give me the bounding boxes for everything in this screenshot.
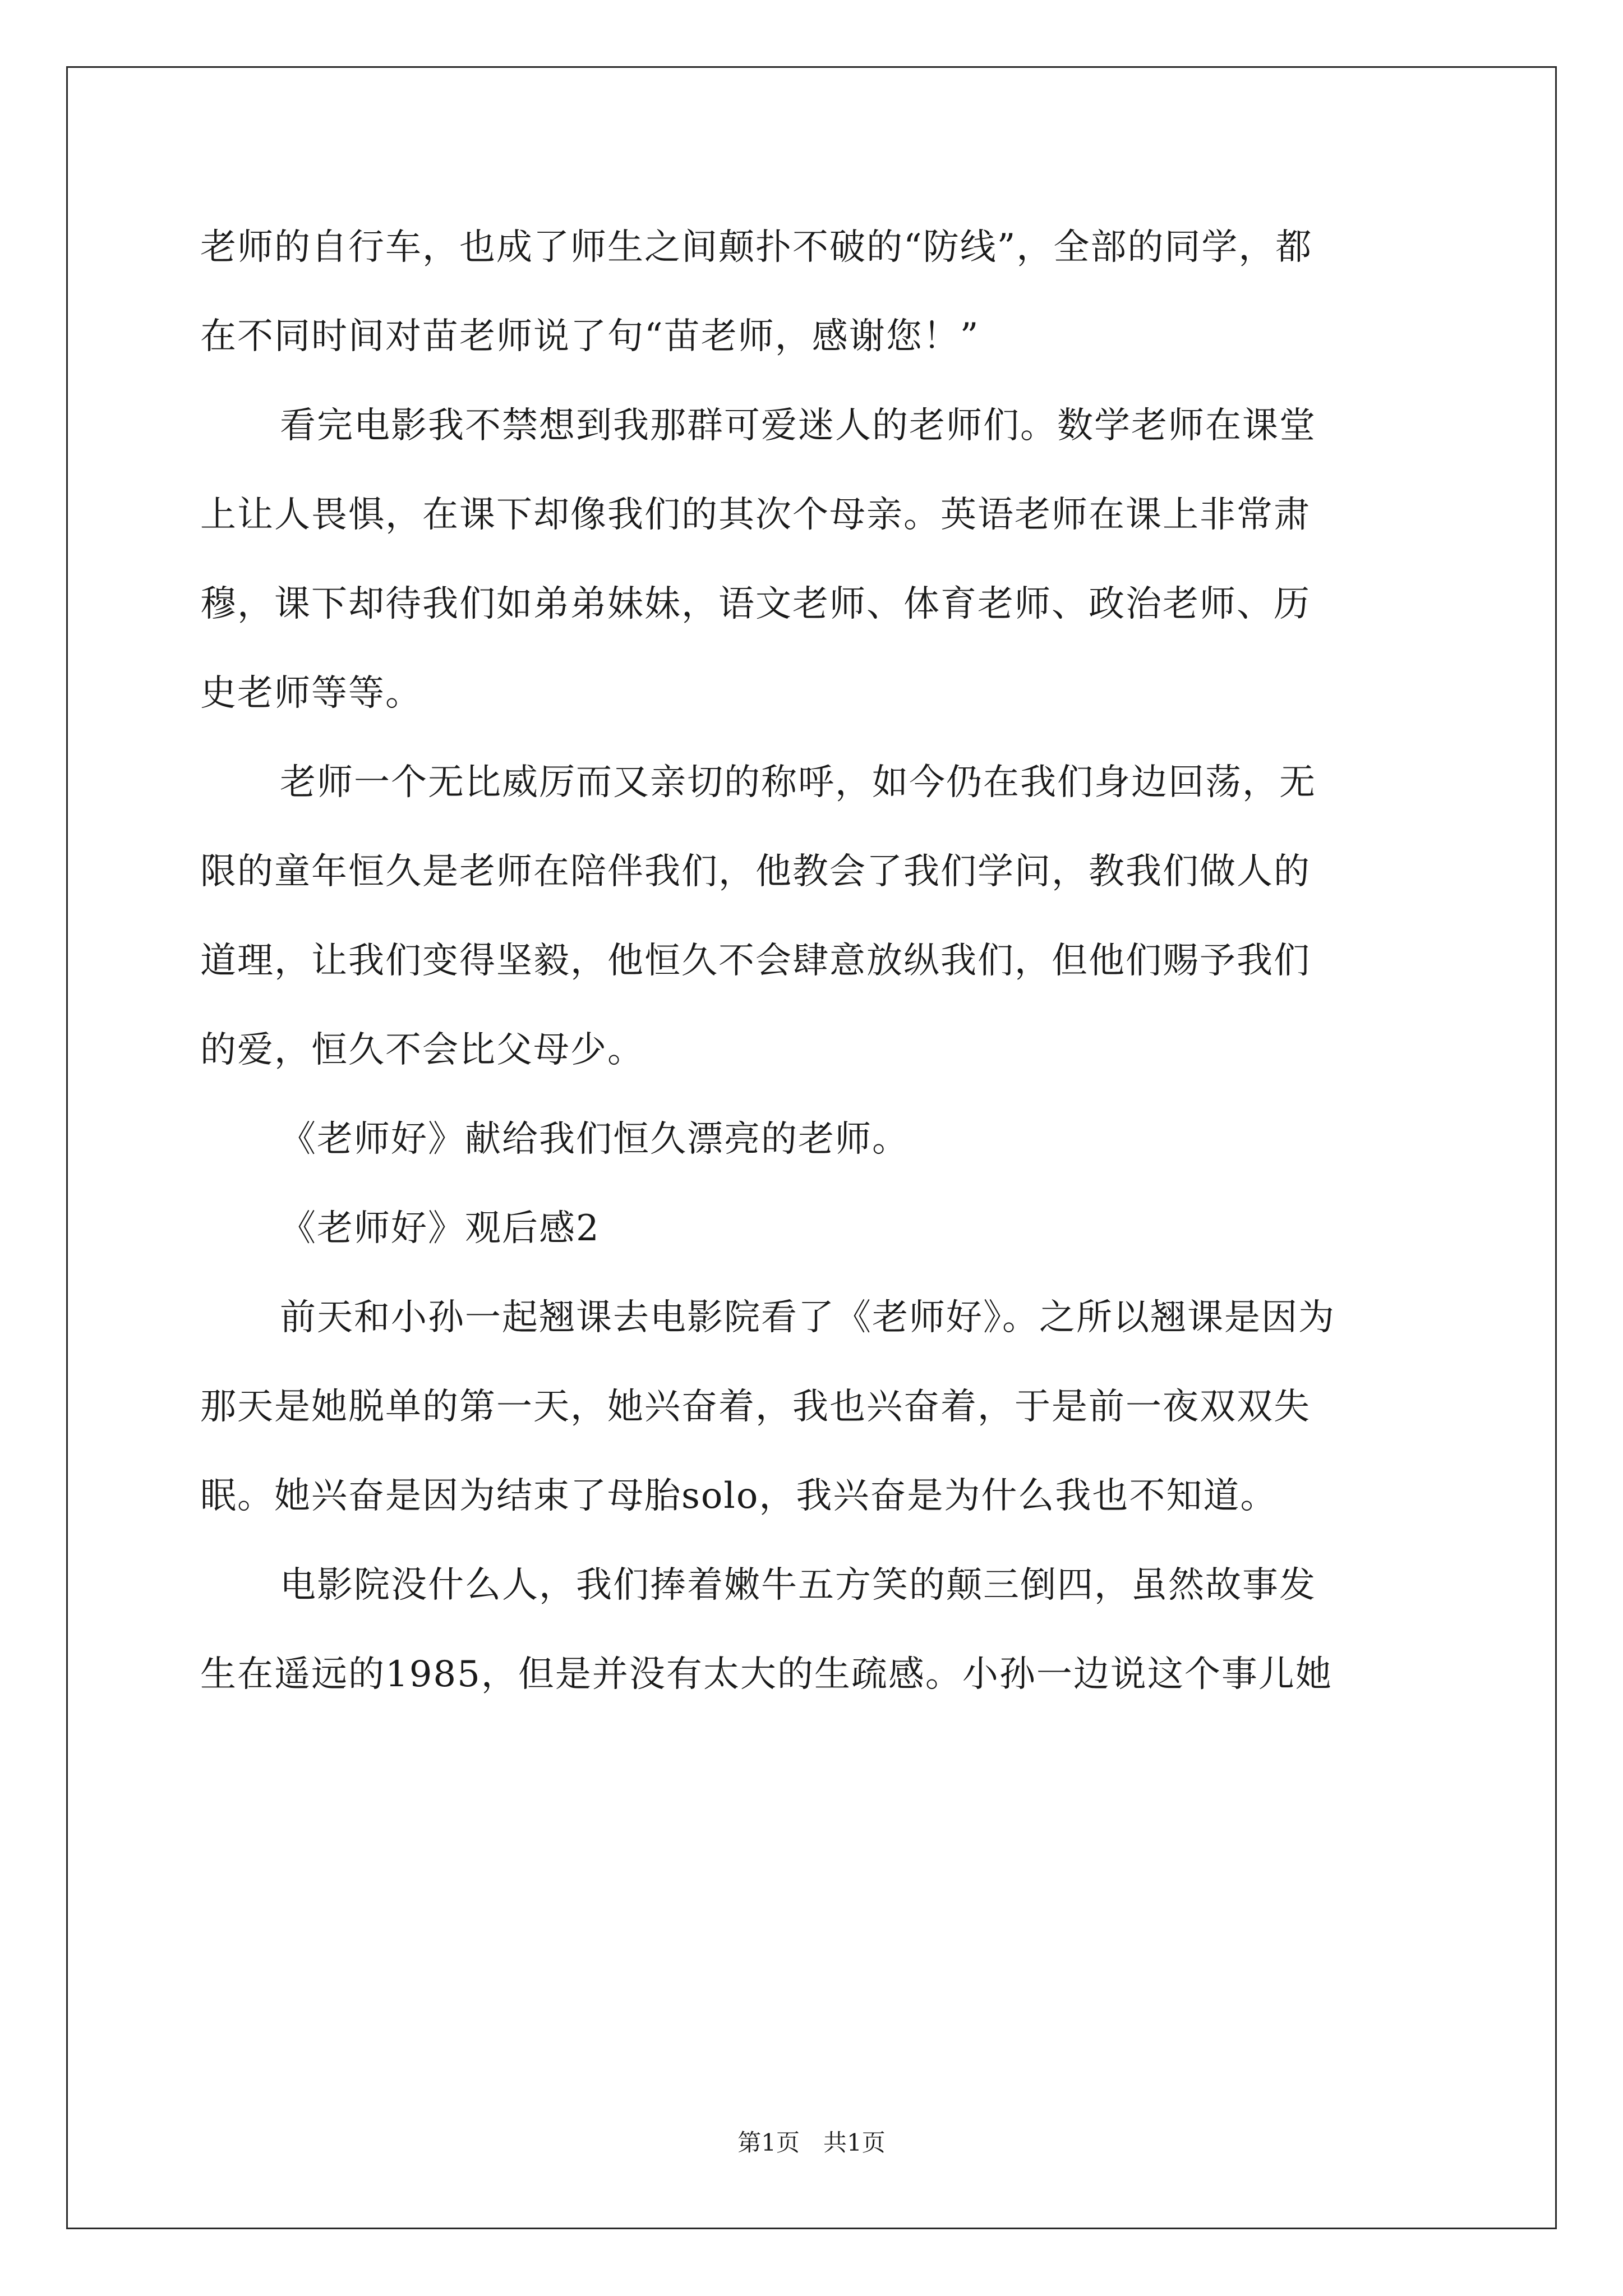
text-line: 看完电影我不禁想到我那群可爱迷人的老师们。数学老师在课堂: [280, 405, 1316, 447]
text-line: 电影院没什么人，我们捧着嫩牛五方笑的颠三倒四，虽然故事发: [280, 1565, 1316, 1606]
text-line: 生在遥远的1985，但是并没有太大的生疏感。小孙一边说这个事儿她: [200, 1654, 1332, 1695]
document-body: [200, 203, 1434, 1719]
text-line: 老师一个无比威厉而又亲切的称呼，如今仍在我们身边回荡，无: [280, 762, 1316, 803]
text-line: 上让人畏惧，在课下却像我们的其次个母亲。英语老师在课上非常肃: [200, 494, 1311, 536]
text-line: 老师的自行车，也成了师生之间颠扑不破的“防线”，全部的同学，都: [200, 227, 1313, 268]
text-line: 前天和小孙一起翘课去电影院看了《老师好》。之所以翘课是因为: [280, 1297, 1335, 1338]
text-line: 在不同时间对苗老师说了句“苗老师，感谢您！”: [200, 316, 980, 357]
text-line: 《老师好》献给我们恒久漂亮的老师。: [280, 1119, 909, 1160]
text-line: 那天是她脱单的第一天，她兴奋着，我也兴奋着，于是前一夜双双失: [200, 1386, 1311, 1428]
page-number: 第1页 共1页: [737, 2129, 886, 2156]
text-line: 道理，让我们变得坚毅，他恒久不会肆意放纵我们，但他们赐予我们: [200, 940, 1311, 982]
text-line: 穆，课下却待我们如弟弟妹妹，语文老师、体育老师、政治老师、历: [200, 583, 1311, 625]
text-line: 的爱，恒久不会比父母少。: [200, 1029, 644, 1071]
section-heading: 《老师好》观后感2: [280, 1208, 600, 1249]
text-line: 眠。她兴奋是因为结束了母胎solo，我兴奋是为什么我也不知道。: [200, 1475, 1278, 1517]
text-line: 限的童年恒久是老师在陪伴我们，他教会了我们学问，教我们做人的: [200, 851, 1311, 892]
text-line: 史老师等等。: [200, 673, 422, 714]
